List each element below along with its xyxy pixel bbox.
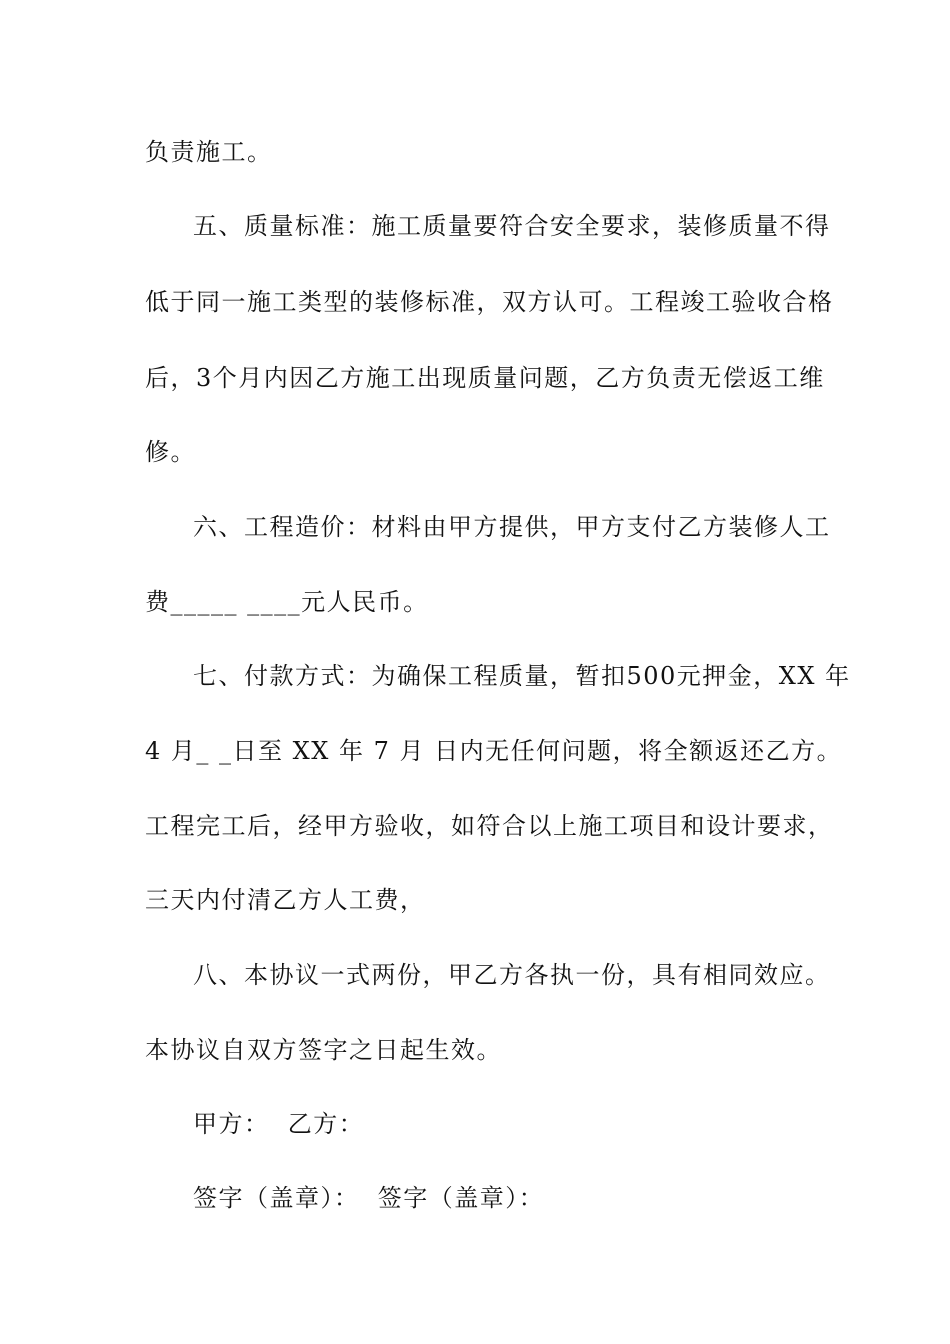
- paragraph-line: 负责施工。: [145, 138, 273, 166]
- paragraph-line: 修。: [145, 438, 196, 466]
- paragraph-line: 4 月_ _日至 XX 年 7 月 日内无任何问题，将全额返还乙方。: [145, 737, 843, 765]
- paragraph-line: 三天内付清乙方人工费，: [145, 886, 426, 914]
- signature-labels-line: 签字（盖章）： 签字（盖章）：: [193, 1184, 545, 1212]
- paragraph-line: 低于同一施工类型的装修标准，双方认可。工程竣工验收合格: [145, 288, 834, 316]
- paragraph-line: 费_____ ____元人民币。: [145, 588, 429, 616]
- paragraph-line: 本协议自双方签字之日起生效。: [145, 1036, 502, 1064]
- clause-6-heading-line: 六、工程造价：材料由甲方提供，甲方支付乙方装修人工: [193, 513, 831, 541]
- clause-7-heading-line: 七、付款方式：为确保工程质量，暂扣500元押金，XX 年: [193, 662, 851, 690]
- paragraph-line: 工程完工后，经甲方验收，如符合以上施工项目和设计要求，: [145, 812, 834, 840]
- clause-8-heading-line: 八、本协议一式两份，甲乙方各执一份，具有相同效应。: [193, 961, 831, 989]
- paragraph-line: 后，3个月内因乙方施工出现质量问题，乙方负责无偿返工维: [145, 364, 825, 392]
- party-labels-line: 甲方： 乙方：: [193, 1110, 365, 1138]
- clause-5-heading-line: 五、质量标准：施工质量要符合安全要求，装修质量不得: [193, 212, 831, 240]
